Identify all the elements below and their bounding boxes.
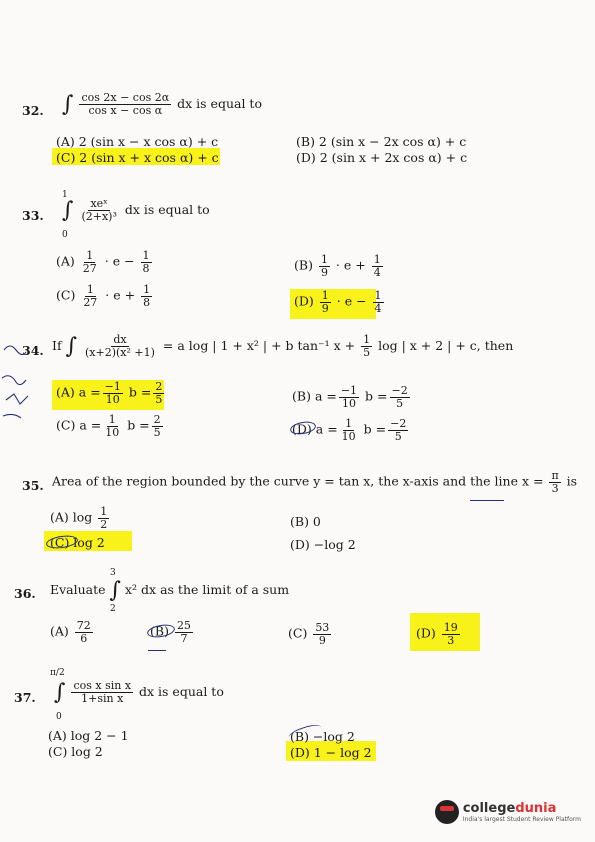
q36-stem: Evaluate ∫ x² dx as the limit of a sum bbox=[50, 578, 290, 603]
q37-option-b: (B) −log 2 bbox=[290, 729, 355, 744]
integral-sign: ∫ bbox=[62, 198, 74, 223]
q36-option-c: (C) $\frac{53}{9}$ bbox=[288, 621, 330, 647]
q34-integrand: $\frac{dx}{\text{(x+2)(x² +1)}}$ bbox=[85, 333, 155, 359]
q32-tail: dx is equal to bbox=[177, 96, 262, 111]
q36-upper-limit: 3 bbox=[110, 568, 116, 578]
integral-sign: ∫ bbox=[65, 334, 78, 359]
q33-upper-limit: 1 bbox=[62, 190, 68, 200]
q37-lower-limit: 0 bbox=[56, 712, 62, 722]
q33-option-b: (B) $\frac{1}{9}$ · e + $\frac{1}{4}$ bbox=[294, 253, 381, 279]
q36-lower-limit: 2 bbox=[110, 604, 116, 614]
pen-underline-q35-line bbox=[470, 500, 504, 501]
q37-upper-limit: π/2 bbox=[50, 668, 65, 678]
q35-option-d: (D) −log 2 bbox=[290, 537, 356, 552]
q32-number: 32. bbox=[22, 103, 44, 118]
q35-stem: Area of the region bounded by the curve y = tan x, the x-axis and the line x = $\frac{\pi}{3}$ is bbox=[52, 469, 578, 495]
q32-option-b: (B) 2 (sin x − 2x cos α) + c bbox=[296, 134, 467, 149]
q32-stem bbox=[62, 92, 262, 117]
q33-tail: dx is equal to bbox=[124, 202, 210, 217]
integral-sign: ∫ bbox=[109, 578, 122, 603]
q33-lower-limit: 0 bbox=[62, 230, 68, 240]
q35-number: 35. bbox=[22, 478, 44, 493]
q35-option-c: (C) log 2 bbox=[50, 535, 105, 550]
q33-option-a: (A) $\frac{1}{27}$ · e − $\frac{1}{8}$ bbox=[56, 249, 150, 275]
q33-number: 33. bbox=[22, 208, 44, 223]
q34-number: 34. bbox=[22, 343, 44, 358]
q34-option-c: (C) a = $\frac{1}{10}$ b = $\frac{2}{5}$ bbox=[56, 413, 161, 439]
q33-option-c: (C) $\frac{1}{27}$ · e + $\frac{1}{8}$ bbox=[56, 283, 151, 309]
q33-stem bbox=[62, 198, 210, 223]
q34-option-d: (D) a = $\frac{1}{10}$ b = $\frac{-2}{5}$ bbox=[292, 417, 407, 443]
graduate-cap-icon bbox=[435, 800, 459, 824]
q37-option-c: (C) log 2 bbox=[48, 744, 103, 759]
q32-option-a: (A) 2 (sin x − x cos α) + c bbox=[56, 134, 219, 149]
pen-underline-q36-b bbox=[148, 650, 166, 651]
q33-option-d: (D) $\frac{1}{9}$ · e − $\frac{1}{4}$ bbox=[294, 289, 382, 315]
q34-option-b: (B) a = $\frac{-1}{10}$ b = $\frac{-2}{5}$ bbox=[292, 384, 408, 410]
q36-option-b: (B) $\frac{25}{7}$ bbox=[150, 619, 191, 645]
logo-tagline: India's largest Student Review Platform bbox=[462, 816, 581, 823]
q37-option-d: (D) 1 − log 2 bbox=[290, 745, 372, 760]
q36-option-a: (A) $\frac{72}{6}$ bbox=[50, 619, 91, 645]
q37-stem: ∫ $\frac{\text{cos x sin x}}{\text{1+sin x}}$ dx is equal to bbox=[54, 679, 224, 705]
q37-integrand: $\frac{\text{cos x sin x}}{\text{1+sin x}}$ bbox=[73, 679, 132, 705]
q32-option-c: (C) 2 (sin x + x cos α) + c bbox=[56, 150, 219, 165]
q35-option-b: (B) 0 bbox=[290, 514, 321, 529]
collegedunia-logo: collegedunia India's largest Student Review Platform bbox=[435, 800, 581, 824]
pen-scribble-margin bbox=[0, 330, 60, 430]
q36-number: 36. bbox=[14, 586, 36, 601]
q37-number: 37. bbox=[14, 690, 36, 705]
q36-option-d: (D) $\frac{19}{3}$ bbox=[416, 621, 458, 647]
integral-sign: ∫ bbox=[54, 680, 66, 705]
q32-option-d: (D) 2 (sin x + 2x cos α) + c bbox=[296, 150, 468, 165]
q34-option-a: (A) a = $\frac{-1}{10}$ b = $\frac{2}{5}$ bbox=[56, 380, 163, 406]
q33-integrand: $\frac{\text{xeˣ}}{\text{(2+x)³}}$ bbox=[81, 197, 117, 223]
q35-option-a: (A) log $\frac{1}{2}$ bbox=[50, 505, 108, 531]
integral-sign: ∫ bbox=[62, 92, 74, 117]
q37-option-a: (A) log 2 − 1 bbox=[48, 728, 129, 743]
q34-stem: If ∫ $\frac{dx}{\text{(x+2)(x² +1)}}$ = a log | 1 + x² | + b tan⁻¹ x + $\frac{1}{5}$ log | x + 2 | + c, then bbox=[52, 333, 514, 359]
q32-integrand: $\frac{\cos 2x - \cos 2\alpha}{\text{cos x − cos α}}$ bbox=[81, 91, 170, 117]
